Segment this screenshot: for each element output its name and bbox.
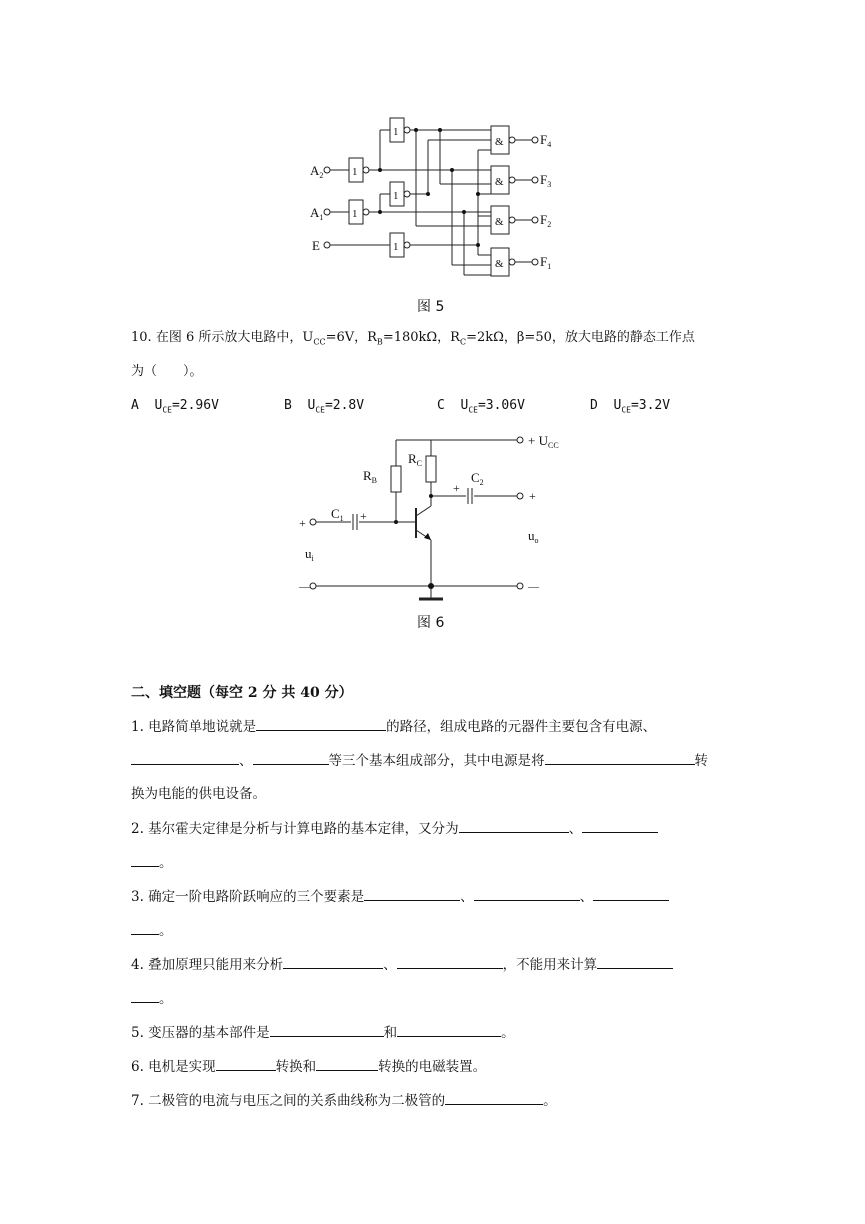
question-3-line-2: 。 <box>131 920 173 941</box>
question-3-line-1: 3. 确定一阶电路阶跃响应的三个要素是 、 、 <box>131 886 669 907</box>
answer-blank[interactable] <box>459 818 569 833</box>
question-10-line-2: 为（ ）。 <box>131 364 203 379</box>
answer-blank[interactable] <box>216 1056 276 1071</box>
option-b: B $U_{CE}=2.8V$ <box>284 398 365 415</box>
answer-blank[interactable] <box>131 988 159 1003</box>
question-1-line-1: 1. 电路简单地说就是 的路径，组成电路的元器件主要包含有电源、 <box>131 716 656 737</box>
c1-plus-sign: + <box>360 509 367 523</box>
rb-label: $R_B$ <box>363 468 378 485</box>
and-gate-symbol: & <box>495 216 504 228</box>
c2-label: $C_2$ <box>471 470 484 487</box>
and-gate-symbol: & <box>495 176 504 188</box>
answer-blank[interactable] <box>316 1056 378 1071</box>
not-gate-symbol: 1 <box>393 241 399 253</box>
figure-6-caption: 图 6 <box>417 615 445 631</box>
input-label-a1: $A_1$ <box>310 205 324 222</box>
input-label-a2: $A_2$ <box>310 163 324 180</box>
answer-blank[interactable] <box>597 954 673 969</box>
and-gate-symbol: & <box>495 258 504 270</box>
question-1-line-3: 换为电能的供电设备。 <box>131 786 266 802</box>
answer-blank[interactable] <box>545 750 695 765</box>
question-4-line-1: 4. 叠加原理只能用来分析 、 ，不能用来计算 <box>131 954 673 975</box>
answer-blank[interactable] <box>445 1090 543 1105</box>
answer-blank[interactable] <box>397 1022 501 1037</box>
answer-blank[interactable] <box>582 818 658 833</box>
output-label-f1: $F_1$ <box>540 254 552 271</box>
ucc-label: + $U_{CC}$ <box>528 433 559 450</box>
output-label-f2: $F_2$ <box>540 212 552 229</box>
section-heading: 二、填空题（每空 2 分 共 40 分） <box>131 685 353 701</box>
option-d: D $U_{CE}=3.2V$ <box>590 398 671 415</box>
ui-label: $u_i$ <box>305 546 314 563</box>
answer-blank[interactable] <box>397 954 503 969</box>
not-gate-symbol: 1 <box>352 208 358 220</box>
question-7: 7. 二极管的电流与电压之间的关系曲线称为二极管的 。 <box>131 1090 557 1111</box>
answer-blank[interactable] <box>131 852 159 867</box>
answer-blank[interactable] <box>283 954 383 969</box>
answer-blank[interactable] <box>474 886 580 901</box>
answer-blank[interactable] <box>253 750 329 765</box>
c1-label: $C_1$ <box>331 506 344 523</box>
question-2-line-1: 2. 基尔霍夫定律是分析与计算电路的基本定律，又分为 、 <box>131 818 658 839</box>
output-label-f4: $F_4$ <box>540 132 552 149</box>
question-number: 10. <box>131 330 152 345</box>
output-label-f3: $F_3$ <box>540 172 552 189</box>
output-minus-sign: — <box>528 581 539 593</box>
question-5: 5. 变压器的基本部件是 和 。 <box>131 1022 515 1043</box>
rc-label: $R_C$ <box>408 451 423 468</box>
uo-label: $u_o$ <box>528 528 539 545</box>
question-4-line-2: 。 <box>131 988 173 1009</box>
input-minus-sign: — <box>299 581 310 593</box>
answer-blank[interactable] <box>131 920 159 935</box>
question-1-line-2: 、 等三个基本组成部分，其中电源是将 转 <box>131 750 708 771</box>
option-a: A $U_{CE}=2.96V$ <box>131 398 219 415</box>
and-gate-symbol: & <box>495 136 504 148</box>
answer-blank[interactable] <box>270 1022 384 1037</box>
answer-blank[interactable] <box>131 750 239 765</box>
figure-5-caption: 图 5 <box>417 299 445 315</box>
answer-blank[interactable] <box>364 886 460 901</box>
output-plus-sign: + <box>529 489 536 503</box>
option-c: C $U_{CE}=3.06V$ <box>437 398 525 415</box>
not-gate-symbol: 1 <box>393 126 399 138</box>
c2-plus-sign: + <box>453 481 460 495</box>
answer-blank[interactable] <box>256 716 386 731</box>
question-10-text: 10. 在图 6 所示放大电路中，$U_{CC}=6V$，$R_B=180k\Omega$，$R_C=2k\Omega$，β=50，放大电路的静态工作点 <box>131 330 695 347</box>
not-gate-symbol: 1 <box>352 166 358 178</box>
answer-blank[interactable] <box>593 886 669 901</box>
not-gate-symbol: 1 <box>393 190 399 202</box>
question-6: 6. 电机是实现 转换和 转换的电磁装置。 <box>131 1056 486 1077</box>
input-plus-sign: + <box>299 516 306 530</box>
input-label-e: E <box>312 238 320 253</box>
question-2-line-2: 。 <box>131 852 173 873</box>
